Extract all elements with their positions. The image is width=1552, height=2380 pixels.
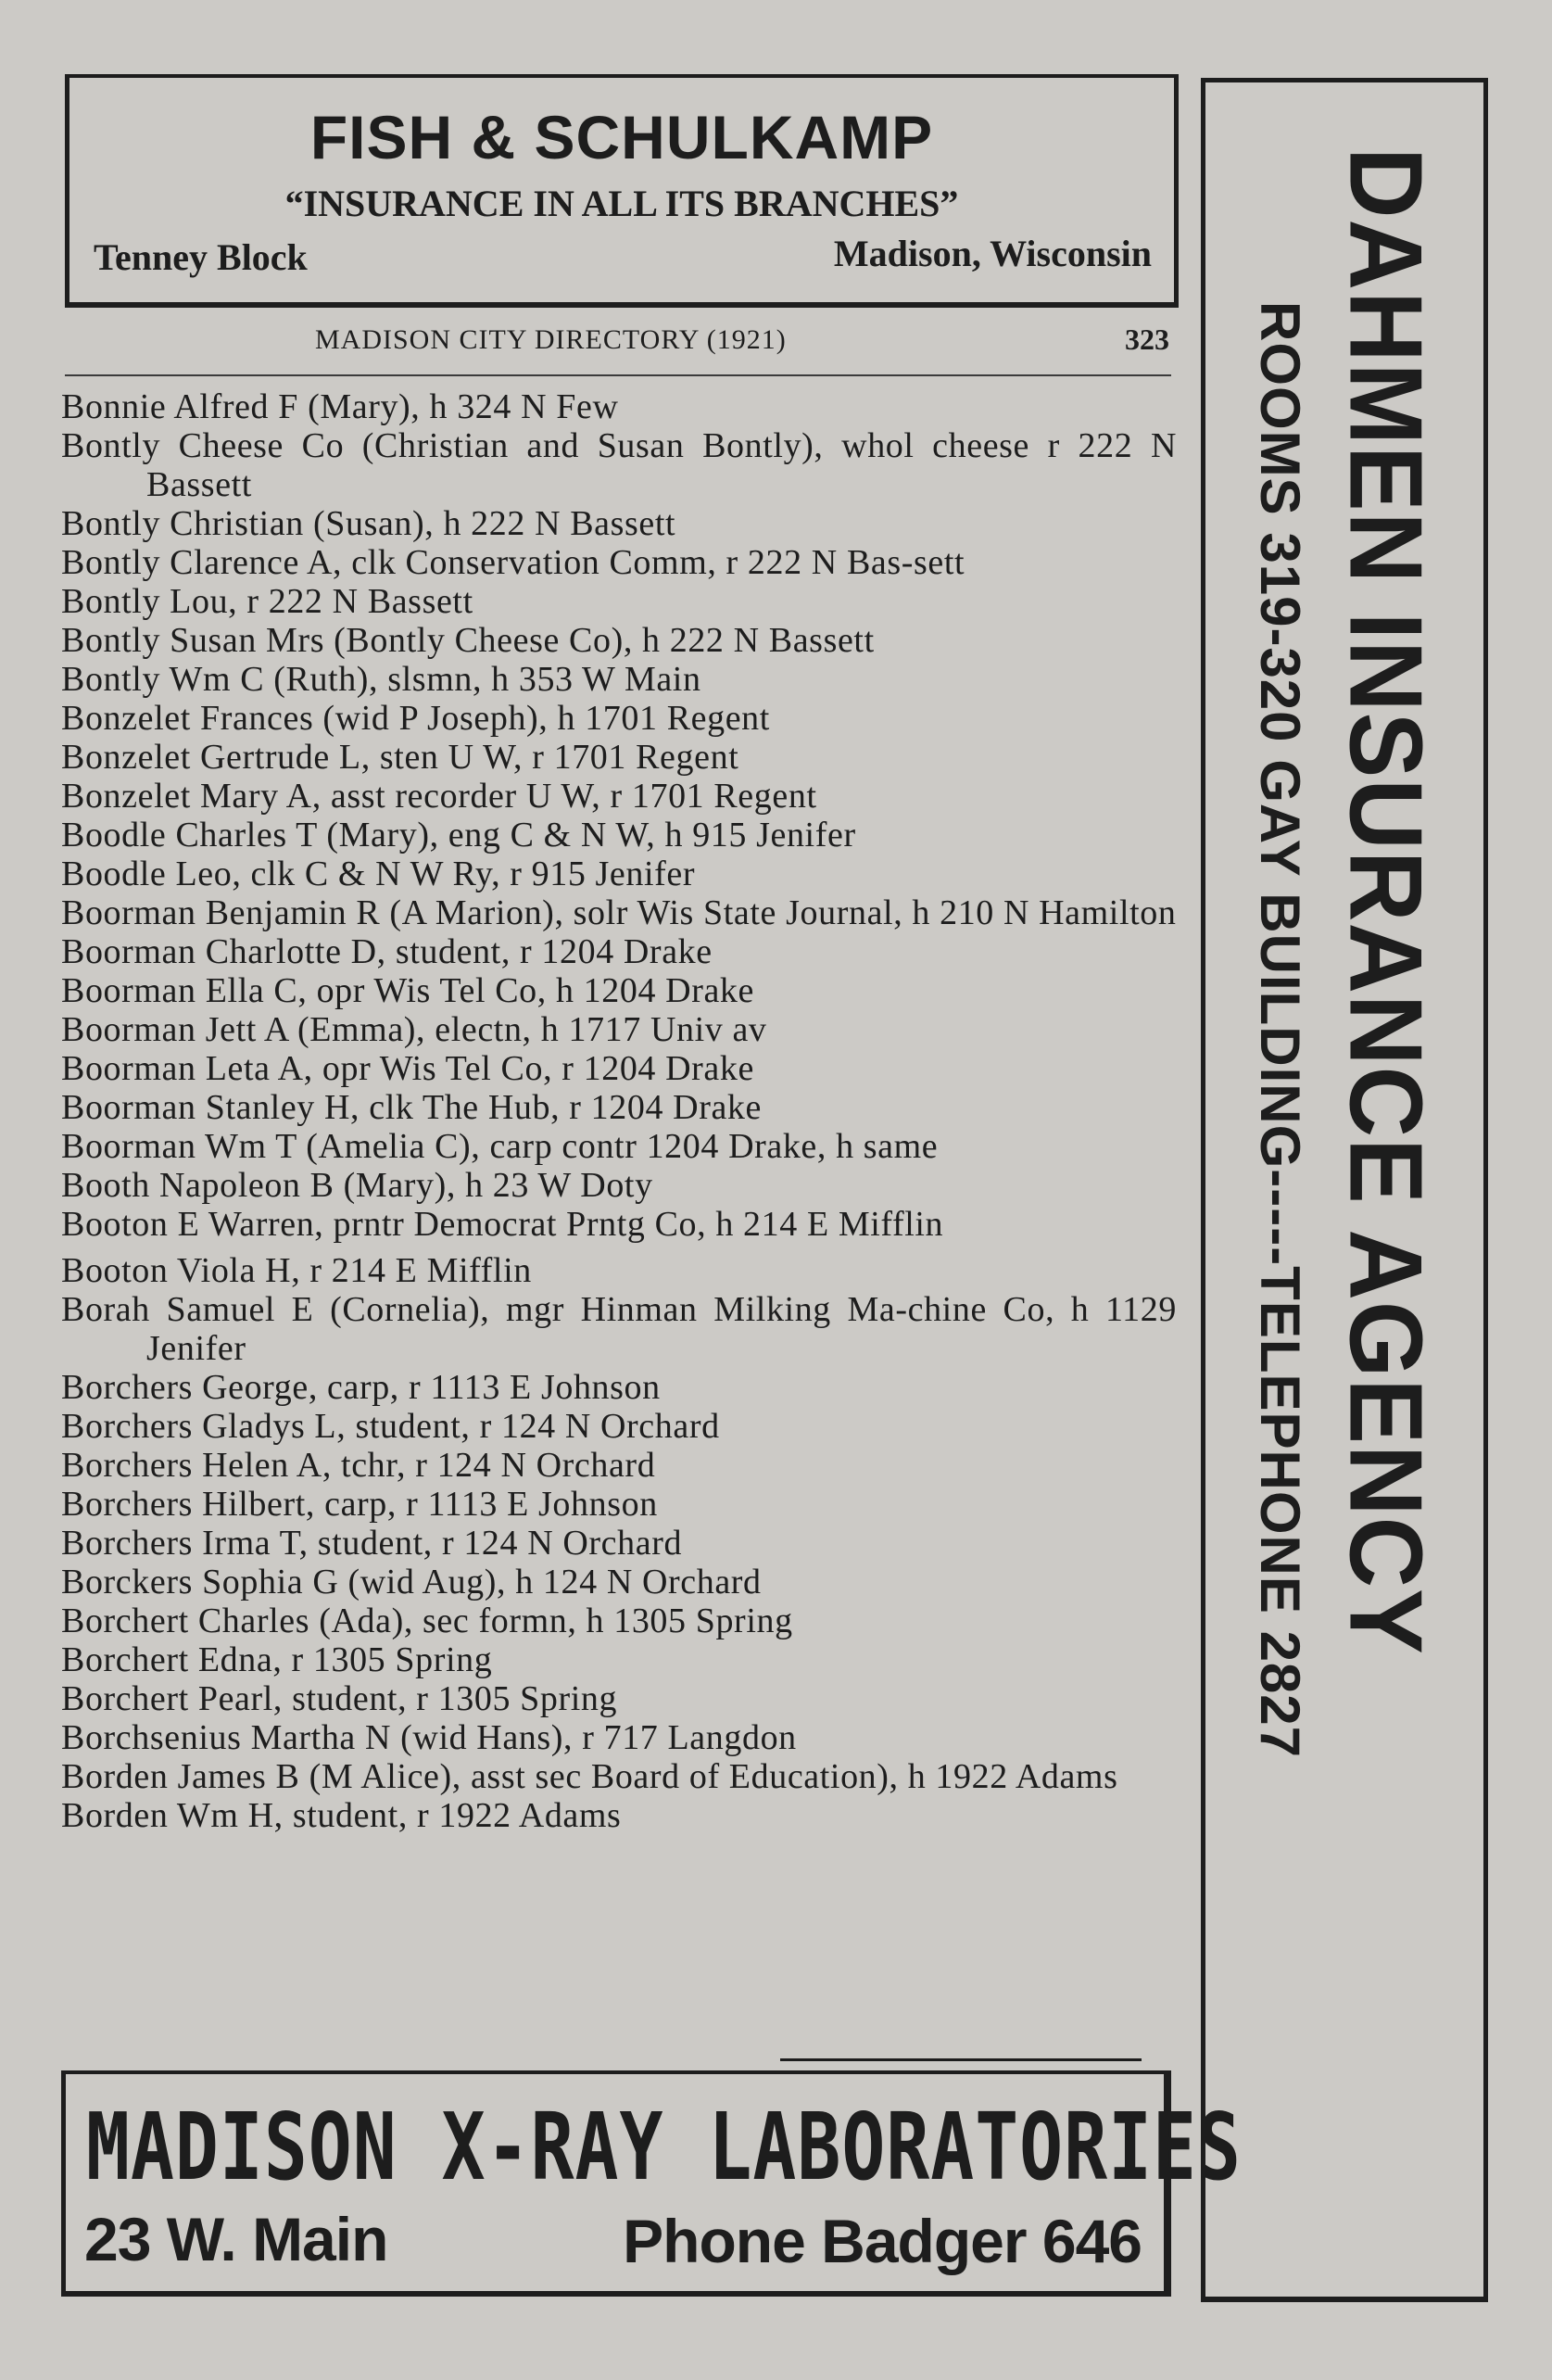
directory-title: MADISON CITY DIRECTORY (1921) <box>315 324 787 355</box>
directory-entry: Bontly Clarence A, clk Conservation Comm, r 222 N Bas-sett <box>61 543 965 582</box>
directory-entry: Bontly Lou, r 222 N Bassett <box>61 582 473 621</box>
directory-entry: Bontly Christian (Susan), h 222 N Bassett <box>61 504 676 543</box>
ad-address-city: Madison, Wisconsin <box>833 233 1152 274</box>
bottom-advertisement <box>61 2070 1242 2297</box>
top-advertisement <box>65 74 1179 308</box>
ad-agency-details: ROOMS 319-320 GAY BUILDING-----TELEPHONE 2827 <box>1249 301 1311 1759</box>
directory-entry: Boorman Ella C, opr Wis Tel Co, h 1204 Drake <box>61 971 754 1010</box>
ad-lab-phone: Phone Badger 646 <box>623 2207 1142 2275</box>
directory-entry: Borah Samuel E (Cornelia), mgr Hinman Milking Ma-chine Co, h 1129 Jenifer <box>61 1290 1177 1368</box>
directory-entry: Borchert Edna, r 1305 Spring <box>61 1640 493 1679</box>
directory-entry: Boodle Leo, clk C & N W Ry, r 915 Jenifer <box>61 855 696 893</box>
ad-slogan: “INSURANCE IN ALL ITS BRANCHES” <box>284 183 959 224</box>
ad-firm-name: FISH & SCHULKAMP <box>309 103 934 171</box>
directory-entry: Boodle Charles T (Mary), eng C & N W, h 915 Jenifer <box>61 816 856 855</box>
directory-entry: Bonzelet Gertrude L, sten U W, r 1701 Regent <box>61 738 739 777</box>
running-header <box>65 321 1173 361</box>
directory-entry: Borchers George, carp, r 1113 E Johnson <box>61 1368 661 1407</box>
directory-entry: Borchers Irma T, student, r 124 N Orchard <box>61 1524 683 1563</box>
ad-address-building: Tenney Block <box>94 236 308 278</box>
directory-entry: Boorman Charlotte D, student, r 1204 Drake <box>61 932 713 971</box>
directory-entry: Borchers Hilbert, carp, r 1113 E Johnson <box>61 1485 658 1524</box>
ad-lab-name: MADISON X-RAY LABORATORIES <box>86 2095 1242 2202</box>
ad-agency-name: DAHMEN INSURANCE AGENCY <box>1328 147 1444 1655</box>
directory-entry: Boorman Jett A (Emma), electn, h 1717 Univ av <box>61 1010 767 1049</box>
listing-end-rule <box>780 2058 1142 2061</box>
directory-entry: Bontly Cheese Co (Christian and Susan Bontly), whol cheese r 222 N Bassett <box>61 426 1177 504</box>
directory-entry: Booth Napoleon B (Mary), h 23 W Doty <box>61 1166 653 1205</box>
directory-entry: Borchsenius Martha N (wid Hans), r 717 Langdon <box>61 1718 797 1757</box>
directory-entry: Borchers Helen A, tchr, r 124 N Orchard <box>61 1446 656 1485</box>
ad-lab-street: 23 W. Main <box>84 2205 388 2273</box>
page-number: 323 <box>1125 323 1169 356</box>
directory-entry: Boorman Leta A, opr Wis Tel Co, r 1204 Drake <box>61 1049 754 1088</box>
directory-entry: Borchert Charles (Ada), sec formn, h 1305 Spring <box>61 1601 793 1640</box>
directory-entry: Boorman Benjamin R (A Marion), solr Wis State Journal, h 210 N Hamilton <box>61 893 1177 932</box>
header-rule <box>65 374 1171 376</box>
directory-entry: Borchert Pearl, student, r 1305 Spring <box>61 1679 618 1718</box>
directory-entry: Borden Wm H, student, r 1922 Adams <box>61 1796 622 1835</box>
directory-entry: Booton Viola H, r 214 E Mifflin <box>61 1251 532 1290</box>
directory-entry: Booton E Warren, prntr Democrat Prntg Co, h 214 E Mifflin <box>61 1205 944 1244</box>
directory-entry: Bonnie Alfred F (Mary), h 324 N Few <box>61 387 619 426</box>
directory-entry: Boorman Wm T (Amelia C), carp contr 1204 Drake, h same <box>61 1127 939 1166</box>
directory-entry: Bontly Wm C (Ruth), slsmn, h 353 W Main <box>61 660 701 699</box>
directory-entry: Borden James B (M Alice), asst sec Board of Education), h 1922 Adams <box>61 1757 1118 1796</box>
directory-entry: Bonzelet Mary A, asst recorder U W, r 1701 Regent <box>61 777 817 816</box>
directory-entry: Bonzelet Frances (wid P Joseph), h 1701 Regent <box>61 699 770 738</box>
directory-entry: Bontly Susan Mrs (Bontly Cheese Co), h 222 N Bassett <box>61 621 875 660</box>
directory-entry: Borckers Sophia G (wid Aug), h 124 N Orchard <box>61 1563 762 1601</box>
side-advertisement <box>1201 78 1488 2302</box>
directory-entry: Boorman Stanley H, clk The Hub, r 1204 Drake <box>61 1088 762 1127</box>
directory-listing <box>61 387 1177 1835</box>
directory-entry: Borchers Gladys L, student, r 124 N Orchard <box>61 1407 720 1446</box>
